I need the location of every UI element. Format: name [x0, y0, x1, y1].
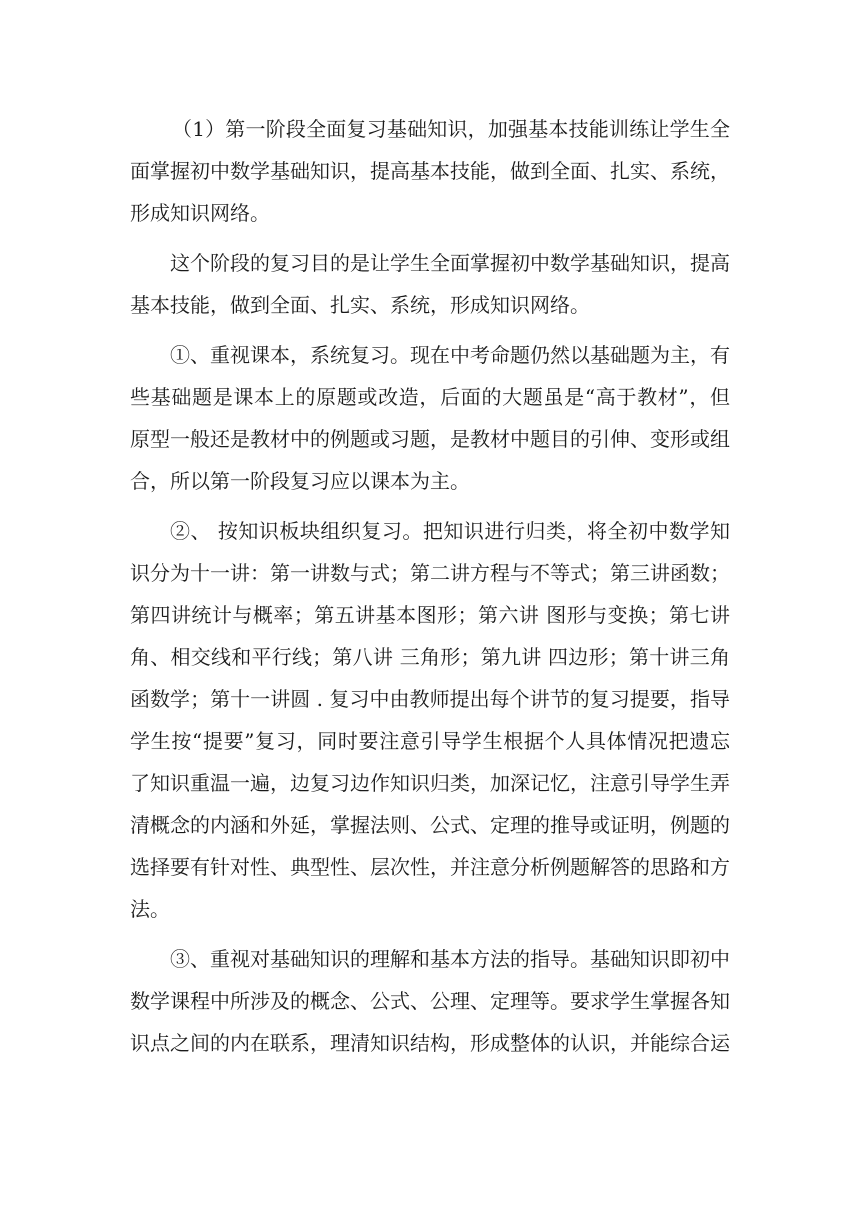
document-body — [130, 108, 730, 1072]
paragraph-stage-one-heading: （1）第一阶段全面复习基础知识，加强基本技能训练让学生全面掌握初中数学基础知识，提高基本技能，做到全面、扎实、系统，形成知识网络。 — [130, 117, 730, 225]
paragraph-point-2-knowledge-blocks: ②、 按知识板块组织复习。把知识进行归类，将全初中数学知识分为十一讲：第一讲数与式；第二讲方程与不等式；第三讲函数；第四讲统计与概率；第五讲基本图形；第六讲 图形与变换；第七讲角、相交线和平行线；第八讲 三角形；第九讲 四边形；第十讲三角函数学；第十一讲圆 . 复习中由教师提出每个讲节的复习提要，指导学生按“提要”复习，同时要注意引导学生根据个人具体情况把遗忘了知识重温一遍，边复习边作知识归类，加深记忆，注意引导学生弄清概念的内涵和外延，掌握法则、公式、定理的推导或证明，例题的选择要有针对性、典型性、层次性，并注意分析例题解答的思路和方法。 — [130, 519, 730, 921]
paragraph-point-1-textbook: ①、重视课本，系统复习。现在中考命题仍然以基础题为主，有些基础题是课本上的原题或改造，后面的大题虽是“高于教材”，但原型一般还是教材中的例题或习题，是教材中题目的引伸、变形或组合，所以第一阶段复习应以课本为主。 — [130, 343, 730, 493]
paragraph-point-3-basic-knowledge: ③、重视对基础知识的理解和基本方法的指导。基础知识即初中数学课程中所涉及的概念、公式、公理、定理等。要求学生掌握各知识点之间的内在联系，理清知识结构，形成整体的认识，并能综合运 — [130, 947, 730, 1055]
paragraph-stage-goal: 这个阶段的复习目的是让学生全面掌握初中数学基础知识，提高基本技能，做到全面、扎实、系统，形成知识网络。 — [130, 251, 730, 317]
